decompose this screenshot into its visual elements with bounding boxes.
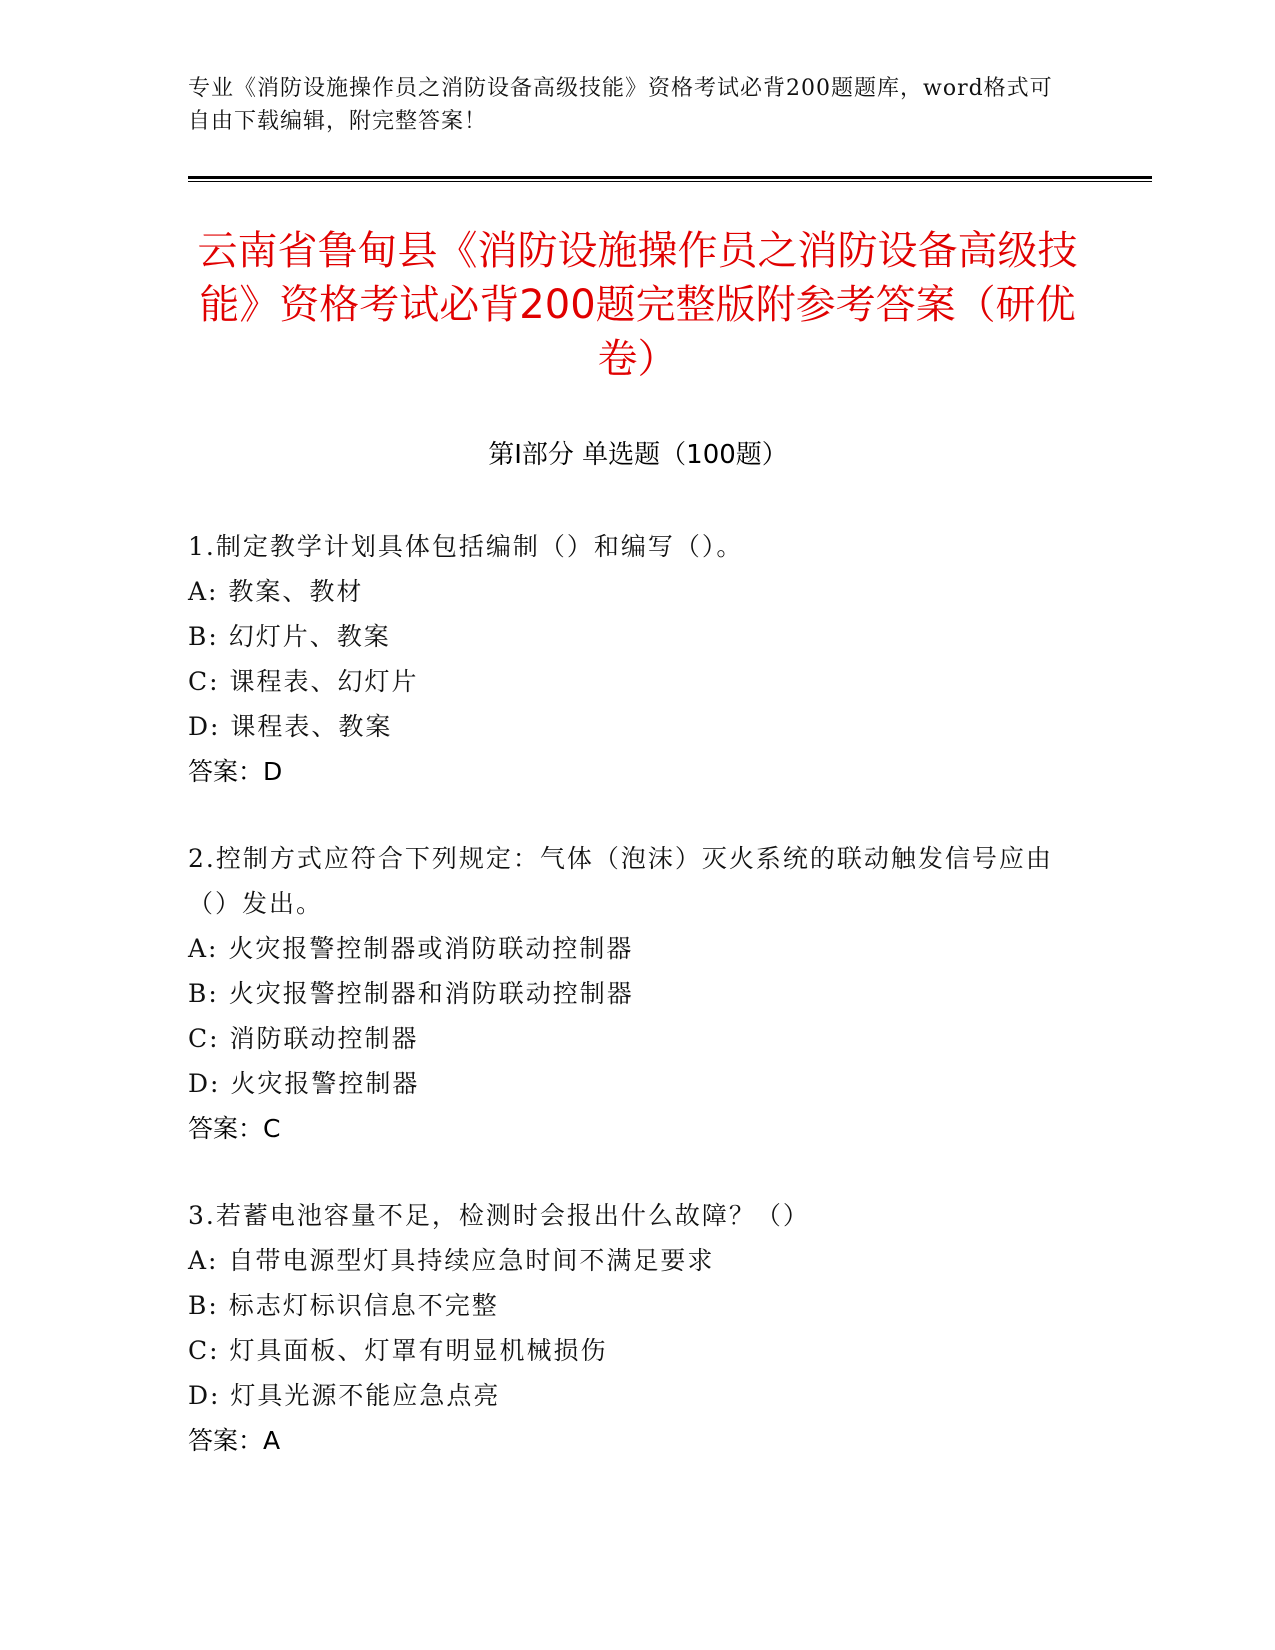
header-rule-thick [188, 176, 1152, 179]
option-c: C: 灯具面板、灯罩有明显机械损伤 [188, 1336, 608, 1365]
option-b: B: 火灾报警控制器和消防联动控制器 [188, 979, 634, 1008]
header-note: 专业《消防设施操作员之消防设备高级技能》资格考试必背200题题库，word格式可自由下载编辑，附完整答案！ [188, 76, 1053, 134]
option-c: C: 消防联动控制器 [188, 1024, 419, 1053]
question-text: 1.制定教学计划具体包括编制（）和编写（）。 [188, 532, 744, 561]
header-rule-thin [188, 181, 1152, 182]
option-d: D: 火灾报警控制器 [188, 1069, 420, 1098]
question-list [188, 524, 1068, 1505]
option-d: D: 灯具光源不能应急点亮 [188, 1381, 501, 1410]
answer: 答案：D [188, 757, 283, 786]
question-1 [188, 524, 1068, 794]
option-d: D: 课程表、教案 [188, 712, 393, 741]
question-2 [188, 836, 1068, 1151]
section-title: 第I部分 单选题（100题） [488, 440, 788, 470]
question-text: 2.控制方式应符合下列规定：气体（泡沫）灭火系统的联动触发信号应由（）发出。 [188, 844, 1053, 918]
option-a: A: 自带电源型灯具持续应急时间不满足要求 [188, 1246, 715, 1275]
answer: 答案：C [188, 1114, 281, 1143]
question-3 [188, 1193, 1068, 1463]
question-text: 3.若蓄电池容量不足，检测时会报出什么故障？（） [188, 1201, 810, 1230]
option-b: B: 标志灯标识信息不完整 [188, 1291, 499, 1320]
answer: 答案：A [188, 1426, 281, 1455]
document-title: 云南省鲁甸县《消防设施操作员之消防设备高级技能》资格考试必背200题完整版附参考答案（研优卷） [197, 228, 1078, 382]
option-a: A: 火灾报警控制器或消防联动控制器 [188, 934, 634, 963]
option-b: B: 幻灯片、教案 [188, 622, 391, 651]
option-c: C: 课程表、幻灯片 [188, 667, 419, 696]
option-a: A: 教案、教材 [188, 577, 364, 606]
